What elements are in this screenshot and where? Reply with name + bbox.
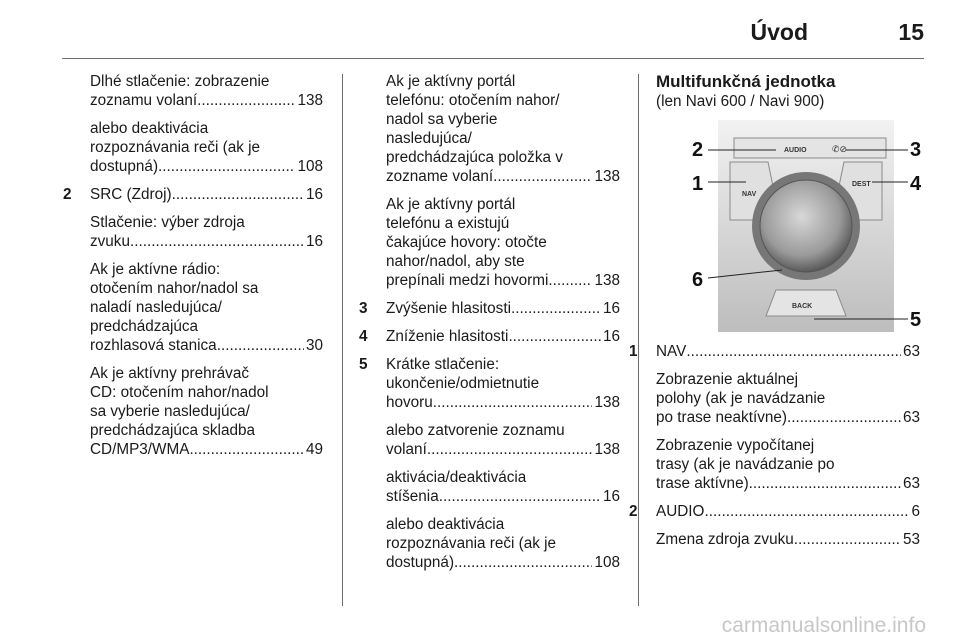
toc-line xyxy=(386,440,620,459)
top-button-row xyxy=(734,138,886,158)
callout-4: 4 xyxy=(910,173,922,195)
dot-leader xyxy=(794,530,901,549)
dot-leader xyxy=(548,271,592,290)
toc-line xyxy=(90,232,323,251)
dot-leader xyxy=(130,232,304,251)
entry-label: hovoru xyxy=(386,394,433,411)
column-3 xyxy=(629,72,922,558)
item-number: 2 xyxy=(629,503,638,520)
dot-leader xyxy=(454,553,592,572)
entry-text-line: telefónu: otočením nahor/ xyxy=(386,92,560,109)
toc-entry xyxy=(359,327,620,346)
entry-text-line: naladí nasledujúca/ xyxy=(90,299,222,316)
toc-entry xyxy=(386,515,620,572)
section-title: Multifunkčná jednotka xyxy=(656,72,836,91)
toc-line xyxy=(90,440,323,459)
callout-1: 1 xyxy=(692,173,704,195)
entry-text-line: Dlhé stlačenie: zobrazenie xyxy=(90,73,270,90)
entry-label: Zníženie hlasitosti xyxy=(386,328,509,345)
page-reference: 138 xyxy=(594,168,620,185)
dot-leader xyxy=(158,157,295,176)
toc-entry xyxy=(90,364,323,459)
dot-leader xyxy=(511,299,601,318)
entry-label: zoznamu volaní xyxy=(90,92,198,109)
entry-text-line: predchádzajúca položka v xyxy=(386,149,563,166)
dot-leader xyxy=(189,440,304,459)
back-button-label: BACK xyxy=(792,303,813,310)
page-reference: 16 xyxy=(602,328,620,345)
entry-text-line: Zobrazenie aktuálnej xyxy=(656,371,799,388)
page-reference: 16 xyxy=(602,300,620,317)
toc-entry xyxy=(629,342,920,361)
callout-6: 6 xyxy=(692,269,704,291)
entry-text-line: polohy (ak je navádzanie xyxy=(656,390,826,407)
entry-label: dostupná) xyxy=(386,554,455,571)
toc-line xyxy=(386,299,620,318)
page-reference: 16 xyxy=(305,186,323,203)
page-title: Úvod xyxy=(750,19,808,45)
entry-text-line: alebo zatvorenie zoznamu xyxy=(386,422,565,439)
entry-text-line: predchádzajúca skladba xyxy=(90,422,255,439)
toc-entry xyxy=(656,530,920,549)
page-reference: 63 xyxy=(902,343,920,360)
entry-label: NAV xyxy=(656,343,687,360)
audio-button-label: AUDIO xyxy=(784,147,807,154)
page-number: 15 xyxy=(898,19,924,45)
column-divider-1 xyxy=(342,74,343,606)
dot-leader xyxy=(217,336,304,355)
entry-text-line: nadol sa vyberie xyxy=(386,111,498,128)
toc-line xyxy=(386,553,620,572)
entry-text-line: nahor/nadol, aby ste xyxy=(386,253,525,270)
toc-line xyxy=(90,157,323,176)
entry-text-line: nasledujúca/ xyxy=(386,130,472,147)
control-panel-illustration xyxy=(686,120,926,332)
page-reference: 53 xyxy=(902,531,920,548)
entry-text-line: Zobrazenie vypočítanej xyxy=(656,437,815,454)
toc-entry xyxy=(386,468,620,506)
entry-text-line: ukončenie/odmietnutie xyxy=(386,375,540,392)
callout-3: 3 xyxy=(910,139,922,161)
entry-text-line: otočením nahor/nadol sa xyxy=(90,280,259,297)
toc-line xyxy=(386,327,620,346)
item-number: 3 xyxy=(359,300,368,317)
toc-line xyxy=(656,530,920,549)
dot-leader xyxy=(427,440,593,459)
item-number: 1 xyxy=(629,343,638,360)
entry-text-line: telefónu a existujú xyxy=(386,215,510,232)
toc-entry xyxy=(63,185,323,204)
toc-line xyxy=(386,167,620,186)
entry-label: zvuku xyxy=(90,233,130,250)
toc-entry xyxy=(359,299,620,318)
entry-label: AUDIO xyxy=(656,503,705,520)
page-reference: 138 xyxy=(594,441,620,458)
entry-label: volaní xyxy=(386,441,427,458)
toc-line xyxy=(386,487,620,506)
entry-label: po trase neaktívne) xyxy=(656,409,787,426)
knob xyxy=(760,180,852,272)
dot-leader xyxy=(493,167,592,186)
toc-line xyxy=(90,185,323,204)
toc-line xyxy=(656,342,920,361)
entry-text-line: alebo deaktivácia xyxy=(386,516,505,533)
page-reference: 138 xyxy=(594,272,620,289)
item-number: 4 xyxy=(359,328,368,345)
dot-leader xyxy=(704,502,909,521)
watermark: carmanualsonline.info xyxy=(721,614,926,637)
toc-entry xyxy=(386,421,620,459)
phone-icon: ✆⊘ xyxy=(832,145,848,155)
toc-line xyxy=(90,336,323,355)
page-reference: 63 xyxy=(902,409,920,426)
toc-entry xyxy=(90,119,323,176)
entry-text-line: Stlačenie: výber zdroja xyxy=(90,214,245,231)
callout-2: 2 xyxy=(692,139,704,161)
page-reference: 6 xyxy=(911,503,920,520)
dot-leader xyxy=(686,342,901,361)
entry-label: zozname volaní xyxy=(386,168,494,185)
item-number: 2 xyxy=(63,186,72,203)
page-reference: 138 xyxy=(594,394,620,411)
entry-text-line: rozpoznávania reči (ak je xyxy=(386,535,557,552)
entry-text-line: alebo deaktivácia xyxy=(90,120,209,137)
page-reference: 138 xyxy=(297,92,323,109)
entry-text-line: CD: otočením nahor/nadol xyxy=(90,384,269,401)
entry-text-line: čakajúce hovory: otočte xyxy=(386,234,547,251)
entry-text-line: Ak je aktívny portál xyxy=(386,196,516,213)
toc-entry xyxy=(656,370,920,427)
column-3-entries xyxy=(629,342,920,549)
entry-label: Zvýšenie hlasitosti xyxy=(386,300,511,317)
toc-entry xyxy=(386,195,620,290)
page-reference: 16 xyxy=(305,233,323,250)
toc-line xyxy=(656,474,920,493)
nav-button-label: NAV xyxy=(742,191,757,198)
dot-leader xyxy=(172,185,304,204)
entry-text-line: Ak je aktívny prehrávač xyxy=(90,365,249,382)
column-1 xyxy=(63,72,323,468)
toc-line xyxy=(386,271,620,290)
page-header xyxy=(62,0,924,59)
dest-button-label: DEST xyxy=(852,181,871,188)
column-divider-2 xyxy=(638,74,639,606)
toc-line xyxy=(656,408,920,427)
multifunction-unit-figure xyxy=(686,120,926,332)
dot-leader xyxy=(508,327,601,346)
entry-text-line: Krátke stlačenie: xyxy=(386,356,500,373)
entry-text-line: aktivácia/deaktivácia xyxy=(386,469,527,486)
toc-line xyxy=(386,393,620,412)
entry-label: Zmena zdroja zvuku xyxy=(656,531,794,548)
entry-text-line: sa vyberie nasledujúca/ xyxy=(90,403,250,420)
toc-line xyxy=(656,502,920,521)
dot-leader xyxy=(433,393,593,412)
toc-line xyxy=(90,91,323,110)
entry-text-line: predchádzajúca xyxy=(90,318,199,335)
entry-label: CD/MP3/WMA xyxy=(90,441,190,458)
toc-entry xyxy=(90,72,323,110)
entry-text-line: Ak je aktívny portál xyxy=(386,73,516,90)
page-reference: 108 xyxy=(297,158,323,175)
page-reference: 108 xyxy=(594,554,620,571)
toc-entry xyxy=(359,355,620,412)
page-reference: 63 xyxy=(902,475,920,492)
entry-text-line: trasy (ak je navádzanie po xyxy=(656,456,835,473)
entry-text-line: rozpoznávania reči (ak je xyxy=(90,139,261,156)
entry-text-line: Ak je aktívne rádio: xyxy=(90,261,221,278)
page-reference: 30 xyxy=(305,337,323,354)
entry-label: SRC (Zdroj) xyxy=(90,186,172,203)
dot-leader xyxy=(749,474,901,493)
callout-5: 5 xyxy=(910,309,922,331)
entry-label: rozhlasová stanica xyxy=(90,337,217,354)
dot-leader xyxy=(439,487,601,506)
toc-entry xyxy=(656,436,920,493)
page-reference: 16 xyxy=(602,488,620,505)
toc-entry xyxy=(629,502,920,521)
section-subtitle: (len Navi 600 / Navi 900) xyxy=(656,93,825,110)
toc-entry xyxy=(90,260,323,355)
page-reference: 49 xyxy=(305,441,323,458)
toc-entry xyxy=(386,72,620,186)
entry-label: prepínali medzi hovormi xyxy=(386,272,549,289)
item-number: 5 xyxy=(359,356,368,373)
dot-leader xyxy=(787,408,901,427)
entry-label: dostupná) xyxy=(90,158,159,175)
entry-label: stíšenia xyxy=(386,488,439,505)
entry-label: trase aktívne) xyxy=(656,475,749,492)
toc-entry xyxy=(90,213,323,251)
dot-leader xyxy=(197,91,295,110)
column-2 xyxy=(359,72,620,581)
